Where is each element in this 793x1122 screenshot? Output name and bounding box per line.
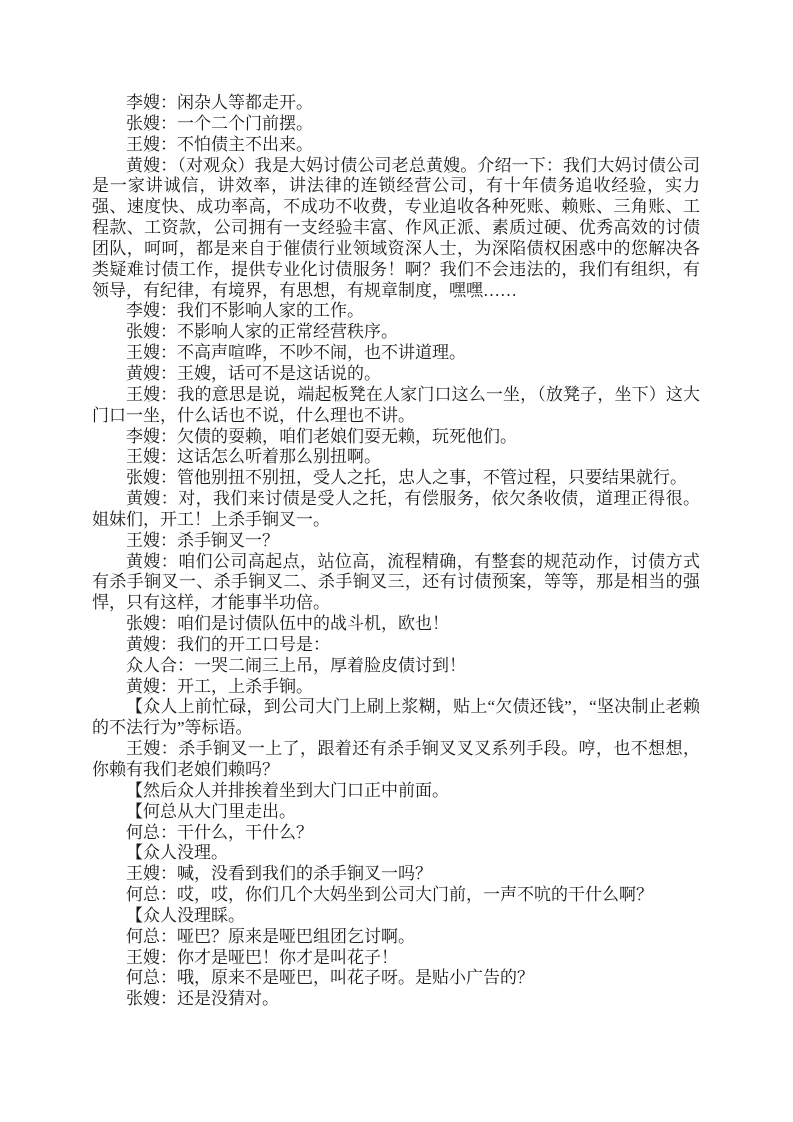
script-paragraph: 【然后众人并排挨着坐到大门口正中前面。	[126, 780, 449, 800]
script-paragraph: 众人合：一哭二闹三上吊，厚着脸皮债讨到！	[126, 655, 466, 675]
script-paragraph: 黄嫂：王嫂，话可不是这话说的。	[126, 363, 381, 383]
script-paragraph: 王嫂：不高声喧哗，不吵不闹，也不讲道理。	[126, 343, 466, 363]
script-paragraph: 【何总从大门里走出。	[126, 801, 296, 821]
script-paragraph: 何总：哎，哎，你们几个大妈坐到公司大门前，一声不吭的干什么啊？	[126, 885, 653, 905]
script-paragraph: 【众人上前忙碌，到公司大门上刷上浆糊，贴上“欠债还钱”，“坚决制止老赖的不法行为”等标语。	[92, 697, 700, 738]
script-paragraph: 王嫂：这话怎么听着那么别扭啊。	[126, 447, 381, 467]
script-paragraph: 张嫂：一个二个门前摆。	[126, 113, 313, 133]
script-paragraph: 何总：哑巴？原来是哑巴组团乞讨啊。	[126, 926, 415, 946]
script-paragraph: 李嫂：我们不影响人家的工作。	[126, 301, 364, 321]
script-paragraph: 李嫂：欠债的耍赖，咱们老娘们耍无赖，玩死他们。	[126, 426, 517, 446]
script-paragraph: 王嫂：杀手锏叉一？	[126, 530, 279, 550]
script-paragraph: 王嫂：杀手锏叉一上了，跟着还有杀手锏叉叉叉系列手段。哼，也不想想，你赖有我们老娘们赖吗？	[92, 739, 700, 779]
script-paragraph: 黄嫂：我们的开工口号是：	[126, 634, 330, 654]
script-paragraph: 王嫂：喊，没看到我们的杀手锏叉一吗？	[126, 864, 432, 884]
script-paragraph: 【众人没理。	[126, 843, 228, 863]
script-paragraph: 【众人没理睬。	[126, 905, 245, 925]
script-paragraph: 张嫂：咱们是讨债队伍中的战斗机，欧也！	[126, 614, 449, 634]
script-paragraph: 王嫂：我的意思是说，端起板凳在人家门口这么一坐，（放凳子，坐下）这大门口一坐，什么话也不说，什么理也不讲。	[92, 384, 700, 425]
script-paragraph: 王嫂：不怕债主不出来。	[126, 134, 313, 154]
script-paragraph: 何总：干什么，干什么？	[126, 822, 313, 842]
script-paragraph: 张嫂：管他别扭不别扭，受人之托，忠人之事，不管过程，只要结果就行。	[126, 468, 687, 488]
script-paragraph: 张嫂：还是没猜对。	[126, 989, 279, 1009]
script-paragraph: 李嫂：闲杂人等都走开。	[126, 93, 313, 112]
script-paragraph: 黄嫂：开工，上杀手锏。	[126, 676, 313, 696]
script-paragraph: 黄嫂：咱们公司高起点，站位高，流程精确，有整套的规范动作，讨债方式有杀手锏叉一、杀手锏叉二、杀手锏叉三，还有讨债预案，等等，那是相当的强悍，只有这样，才能事半功倍。	[92, 551, 700, 613]
script-paragraph: 张嫂：不影响人家的正常经营秩序。	[126, 322, 398, 342]
script-paragraph: 何总：哦，原来不是哑巴，叫花子呀。是贴小广告的？	[126, 968, 534, 988]
script-paragraph: 黄嫂：对，我们来讨债是受人之托，有偿服务，依欠条收债，道理正得很。姐妹们，开工！上杀手锏叉一。	[92, 489, 700, 529]
script-paragraph: 黄嫂：（对观众）我是大妈讨债公司老总黄嫂。介绍一下：我们大妈讨债公司是一家讲诚信，讲效率，讲法律的连锁经营公司，有十年债务追收经验，实力强、速度快、成功率高，不成功不收费，专业追收各种死账、赖账、三角账、工程款、工资款，公司拥有一支经验丰富、作风正派、素质过硬、优秀高效的讨债团队，呵呵，都是来自于催债行业领域资深人士，为深陷债权困惑中的您解决各类疑难讨债工作，提供专业化讨债服务！啊？我们不会违法的，我们有组织，有领导，有纪律，有境界，有思想，有规章制度，嘿嘿……	[92, 155, 700, 300]
script-paragraph: 王嫂：你才是哑巴！你才是叫花子！	[126, 947, 398, 967]
